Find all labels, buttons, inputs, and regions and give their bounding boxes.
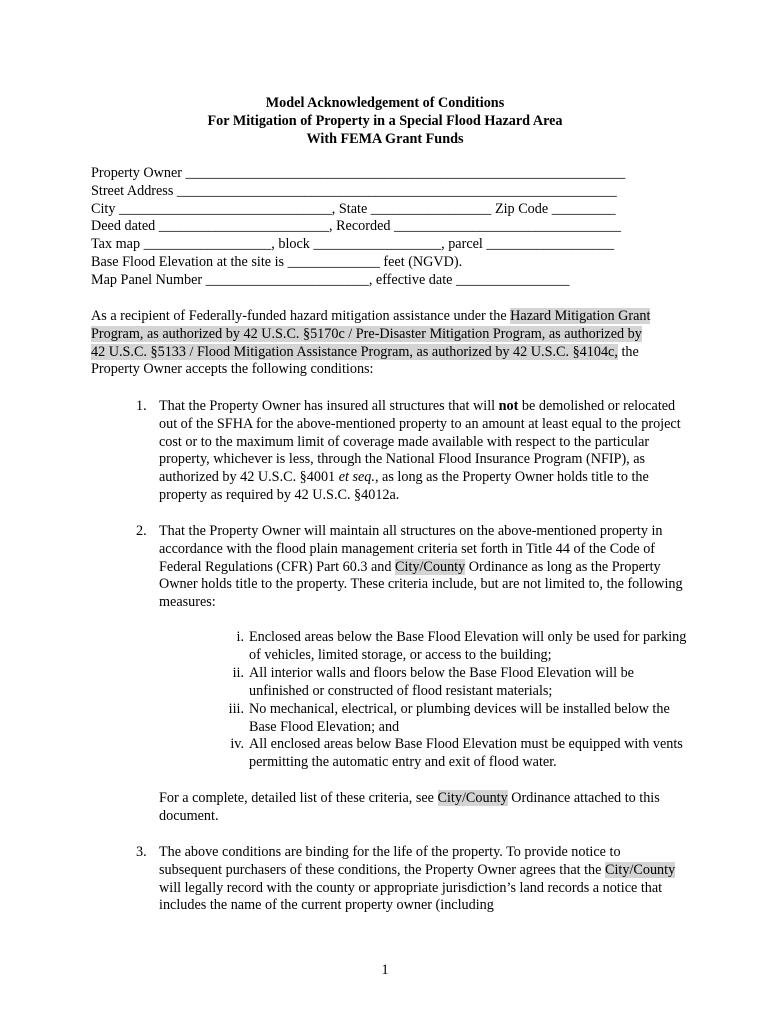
item-1-text [159,398,684,505]
field-base-flood-elevation[interactable]: Base Flood Elevation at the site is _____________ feet (NGVD). [91,253,463,270]
field-map-panel[interactable]: Map Panel Number _______________________, effective date ________________ [91,271,570,288]
subitem-i-text: Enclosed areas below the Base Flood Elevation will only be used for parking of vehicles, limited storage, or access to the building; [249,629,687,663]
item-3-text [159,844,684,915]
field-street-address[interactable]: Street Address ______________________________________________________________ [91,182,617,199]
item-2-number: 2. [136,523,147,539]
title-line-3: With FEMA Grant Funds [306,131,464,147]
title-line-1: Model Acknowledgement of Conditions [265,95,505,111]
subitem-iii-text: No mechanical, electrical, or plumbing devices will be installed below the Base Flood Elevation; and [249,701,670,735]
item-1-number: 1. [136,398,147,414]
field-deed-recorded[interactable]: Deed dated ________________________, Recorded ________________________________ [91,218,622,235]
subitem-ii-text: All interior walls and floors below the Base Flood Elevation will be unfinished or constructed of flood resistant materials; [249,665,634,699]
document-title [0,94,770,148]
item-1-text-c: , as long as the Property Owner holds title to the property as required by 42 U.S.C. §4012a. [159,469,649,503]
subitem-iv-text: All enclosed areas below Base Flood Elevation must be equipped with vents permitting the automatic entry and exit of flood water. [249,736,683,770]
subitem-i-number: i. [236,629,244,645]
title-line-2: For Mitigation of Property in a Special Flood Hazard Area [207,113,563,129]
item-2-city-county-highlight: City/County [395,558,466,575]
item-2-text-a: That the Property Owner will maintain all structures on the above-mentioned property in accordance with the flood plain management criteria set forth in Title 44 of the Code of Federal Regulations (CFR) Part 60.3 and [159,523,663,575]
intro-paragraph [91,308,656,379]
item-1-text-a: That the Property Owner has insured all structures that will [159,398,499,414]
item-2-text-b: Ordinance as long as the Property Owner holds title to the property. These criteria include, but are not limited to, the following measures: [159,558,683,611]
item-3-number: 3. [136,844,147,860]
item-1-text-b: be demolished or relocated out of the SFHA for the above-mentioned property to an amount at least equal to the project cost or to the maximum limit of coverage made available with respect to the particular property, whichever is less, through the National Flood Insurance Program (NFIP), as authorized by 42 U.S.C. §4001 [159,398,681,486]
intro-program-highlight: Hazard Mitigation Grant Program, as authorized by 42 U.S.C. §5170c / Pre-Disaster Mitigation Program, as authorized by 42 U.S.C. §5133 / Flood Mitigation Assistance Program, as authorized by 42 U.S.C. §4104c, [91,308,651,360]
intro-tail: the Property Owner accepts the following conditions: [91,343,639,378]
property-fields [91,165,691,290]
item-3-text-a: The above conditions are binding for the life of the property. To provide notice to subsequent purchasers of these conditions, the Property Owner agrees that the [159,844,621,878]
subitem-iii-number: iii. [228,701,244,717]
field-property-owner[interactable]: Property Owner ______________________________________________________________ [91,165,626,181]
item-2-note-a: For a complete, detailed list of these criteria, see [159,790,438,806]
field-tax-map[interactable]: Tax map __________________, block __________________, parcel __________________ [91,236,615,253]
item-2-note-highlight: City/County [437,790,508,806]
subitem-ii-number: ii. [232,665,244,681]
item-3-text-b: will legally record with the county or appropriate jurisdiction’s land records a notice that includes the name of the current property owner (including [159,879,663,914]
subitem-iv-number: iv. [230,736,244,752]
field-city-state-zip[interactable]: City ______________________________, State _________________ Zip Code _________ [91,200,616,217]
item-1-bold: not [498,398,519,414]
intro-lead: As a recipient of Federally-funded hazard mitigation assistance under the [91,308,511,324]
item-3-city-county-highlight: City/County [605,861,676,878]
item-2-note-b: Ordinance attached to this document. [159,790,660,824]
item-2-note [159,790,679,826]
item-2-text [159,523,684,612]
item-1-italic: et seq. [338,469,375,486]
page-number: 1 [381,962,389,978]
